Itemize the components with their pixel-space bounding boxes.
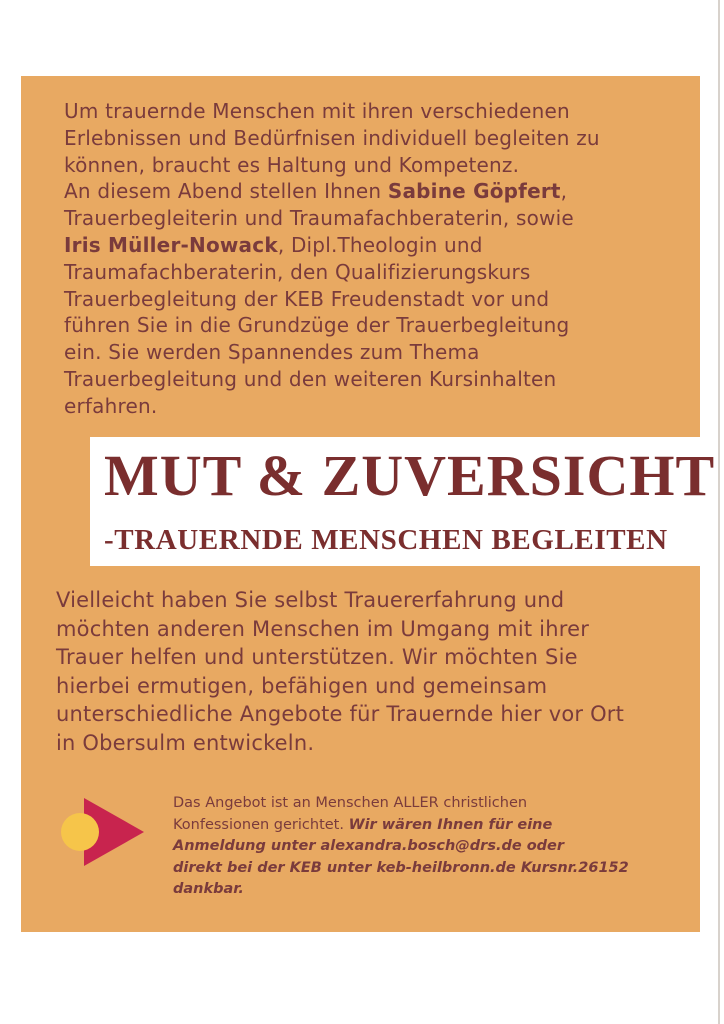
invitation-paragraph [56, 586, 676, 758]
invitation-line: unterschiedliche Angebote für Trauernde hier vor Ort [56, 702, 625, 727]
intro-line: Traumafachberaterin, den Qualifizierungskurs [64, 259, 531, 284]
intro-text: , [560, 179, 568, 204]
invitation-line: Vielleicht haben Sie selbst Trauererfahrung und [56, 588, 565, 612]
notice-emphasis: Wir wären Ihnen für eine [348, 816, 553, 833]
intro-line: führen Sie in die Grundzüge der Trauerbegleitung [64, 313, 570, 338]
invitation-line: möchten anderen Menschen im Umgang mit ihrer [56, 616, 590, 641]
notice-line [173, 836, 673, 858]
intro-line: Trauerbegleitung der KEB Freudenstadt vor und [64, 286, 550, 311]
notice-emphasis: Anmeldung unter alexandra.bosch@drs.de oder [173, 838, 565, 854]
page-subtitle: -TRAUERNDE MENSCHEN BEGLEITEN [104, 524, 668, 556]
invitation-line: in Obersulm entwickeln. [56, 730, 315, 755]
intro-line [64, 178, 684, 205]
intro-text: , Dipl.Theologin und [277, 232, 483, 257]
notice-text: Konfessionen gerichtet. [173, 816, 349, 833]
registration-notice [173, 793, 673, 901]
notice-line: Das Angebot ist an Menschen ALLER christlichen [173, 795, 528, 811]
invitation-line: hierbei ermutigen, befähigen und gemeinsam [56, 673, 548, 698]
intro-line [64, 232, 684, 259]
notice-line [173, 858, 673, 880]
intro-line: Trauerbegleiterin und Traumafachberaterin, sowie [64, 206, 574, 231]
scan-edge-line [718, 0, 720, 1024]
intro-line: Trauerbegleitung und den weiteren Kursinhalten [64, 366, 557, 391]
intro-line: Um trauernde Menschen mit ihren verschiedenen [64, 99, 570, 123]
logo-circle [61, 813, 99, 851]
notice-line [173, 815, 673, 837]
intro-paragraph [64, 98, 684, 420]
invitation-line: Trauer helfen und unterstützen. Wir möchten Sie [56, 645, 578, 670]
circle-triangle-logo-icon [58, 798, 146, 866]
speaker-name-sabine: Sabine Göpfert [387, 179, 561, 204]
intro-line: Erlebnissen und Bedürfnisen individuell begleiten zu [64, 125, 600, 150]
intro-line: ein. Sie werden Spannendes zum Thema [64, 340, 480, 365]
notice-emphasis: dankbar. [173, 881, 244, 897]
title-banner [90, 437, 716, 566]
notice-emphasis: direkt bei der KEB unter keb-heilbronn.de Kursnr.26152 [173, 859, 629, 876]
intro-line: können, braucht es Haltung und Kompetenz. [64, 152, 520, 177]
intro-line: erfahren. [64, 393, 158, 418]
speaker-name-iris: Iris Müller-Nowack [64, 232, 278, 257]
notice-line [173, 879, 673, 901]
page-title: MUT & ZUVERSICHT [104, 443, 716, 508]
intro-text: An diesem Abend stellen Ihnen [64, 179, 388, 204]
